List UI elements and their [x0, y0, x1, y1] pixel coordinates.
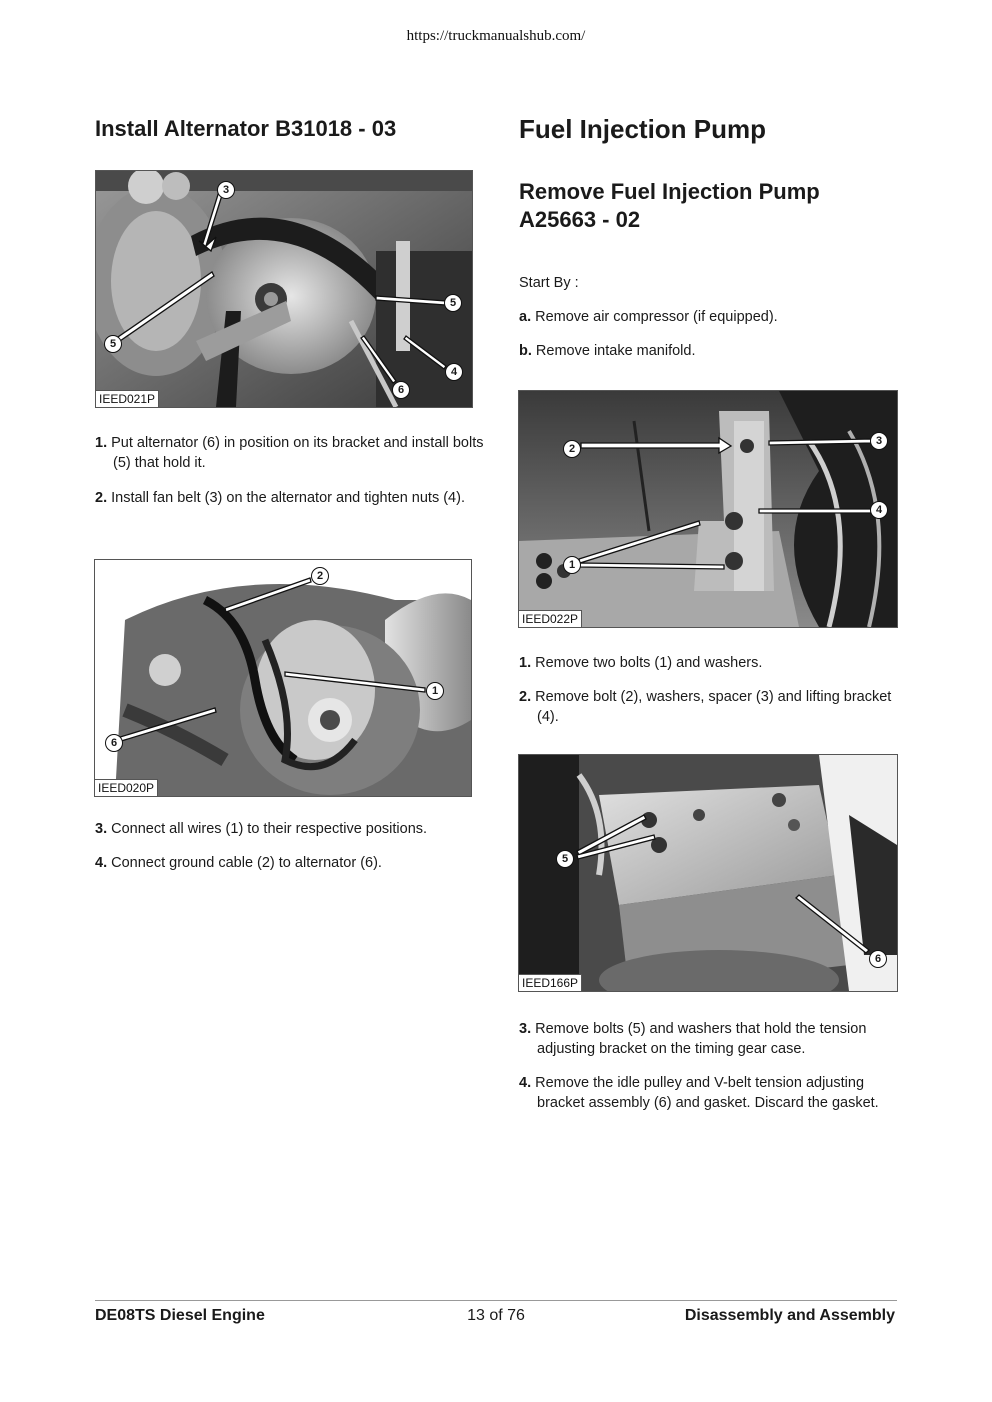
figure-pump-lifting-bracket: [518, 390, 898, 628]
page-number: 13 of 76: [467, 1307, 525, 1324]
step-4-remove: 4. Remove the idle pulley and V-belt tension adjusting bracket assembly (6) and gasket. Discard the gasket.: [519, 1075, 879, 1111]
figure-alternator-wiring: [94, 559, 472, 797]
figure-label: IEED166P: [519, 974, 582, 991]
figure-label: IEED020P: [95, 779, 158, 796]
figure-alternator-install: [95, 170, 473, 408]
prereq-b: b. Remove intake manifold.: [519, 343, 696, 359]
step-3-remove: 3. Remove bolts (5) and washers that hold the tension adjusting bracket on the timing gear case.: [519, 1021, 867, 1057]
callout-6: 6: [105, 734, 123, 752]
section-title-fuel-injection-pump: Fuel Injection Pump: [519, 114, 767, 144]
step-3-install: 3. Connect all wires (1) to their respective positions.: [95, 821, 428, 837]
prereq-a: a. Remove air compressor (if equipped).: [519, 309, 778, 325]
start-by-label: Start By :: [519, 275, 579, 291]
pump-bracket-photo: [519, 391, 897, 627]
callout-2: 2: [311, 567, 329, 585]
figure-label: IEED021P: [96, 390, 159, 407]
callout-3: 3: [870, 432, 888, 450]
footer-manual-title: DE08TS Diesel Engine: [95, 1307, 265, 1324]
step-2-install: 2. Install fan belt (3) on the alternator and tighten nuts (4).: [95, 490, 465, 506]
callout-5: 5: [556, 850, 574, 868]
callout-1: 1: [563, 556, 581, 574]
alternator-photo: [96, 171, 472, 407]
step-2-remove: 2. Remove bolt (2), washers, spacer (3) and lifting bracket (4).: [519, 689, 892, 725]
callout-4: 4: [445, 363, 463, 381]
callout-6: 6: [392, 381, 410, 399]
tension-bracket-photo: [519, 755, 897, 991]
figure-tension-bracket: [518, 754, 898, 992]
subsection-title-remove-pump: Remove Fuel Injection Pump A25663 - 02: [519, 179, 820, 232]
callout-1: 1: [426, 682, 444, 700]
callout-2: 2: [563, 440, 581, 458]
callout-5: 5: [444, 294, 462, 312]
figure-label: IEED022P: [519, 610, 582, 627]
step-1-install: 1. Put alternator (6) in position on its bracket and install bolts (5) that hold it.: [95, 435, 484, 471]
callout-3: 3: [217, 181, 235, 199]
footer-divider: [95, 1300, 897, 1301]
step-1-remove: 1. Remove two bolts (1) and washers.: [519, 655, 763, 671]
section-title-install-alternator: Install Alternator B31018 - 03: [95, 116, 397, 141]
footer-section-name: Disassembly and Assembly: [684, 1307, 895, 1324]
callout-4: 4: [870, 501, 888, 519]
wiring-photo: [95, 560, 471, 796]
callout-5: 5: [104, 335, 122, 353]
step-4-install: 4. Connect ground cable (2) to alternator (6).: [95, 855, 382, 871]
callout-6: 6: [869, 950, 887, 968]
source-url[interactable]: https://truckmanualshub.com/: [406, 28, 586, 44]
